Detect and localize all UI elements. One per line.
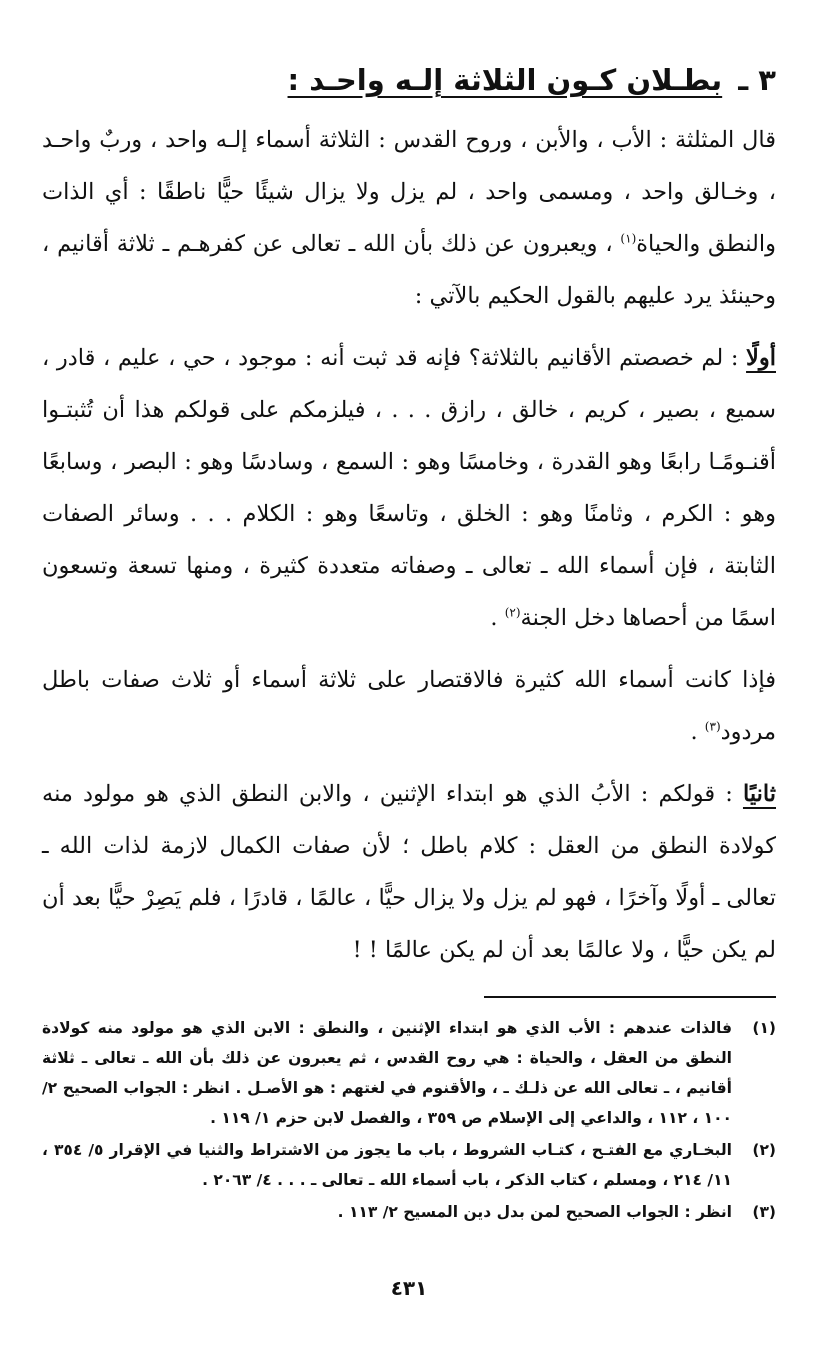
footnote-item — [42, 1135, 776, 1195]
footnote-marker[interactable]: (٣) — [704, 719, 721, 734]
footnote-number: (٢) — [752, 1141, 776, 1159]
footnote-item — [42, 1013, 776, 1133]
paragraph-lead: أولًا — [746, 345, 776, 371]
paragraph-text: : لم خصصتم الأقانيم بالثلاثة؟ فإنه قد ثبت أنه : موجود ، حي ، عليم ، قادر ، سميع ، بصير ، كريم ، خالق ، رازق . . . ، فيلزمكم على قولكم هذا أن تُثبتـوا أقنـومًـا رابعًا وهو القدرة ، وخامسًا وهو : السمع ، وسادسًا وهو : البصر ، وسابعًا وهو : الكرم ، وثامنًا وهو : الخلق ، وتاسعًا وهو : الكلام . . . وسائر الصفات الثابتة ، فإن أسماء الله ـ تعالى ـ وصفاته متعددة كثيرة ، ومنها تسعة وتسعون اسمًا من أحصاها دخل الجنة — [42, 345, 776, 631]
paragraph-text: ، ويعبرون عن ذلك بأن الله ـ تعالى عن كفرهـم ـ ثلاثة أقانيم ، وحينئذ يرد عليهم بالقول الحكيم بالآتي : — [42, 231, 776, 309]
footnote-divider — [484, 996, 776, 998]
page-number: ٤٣١ — [390, 1276, 428, 1300]
paragraph-text: فإذا كانت أسماء الله كثيرة فالاقتصار على ثلاثة أسماء أو ثلاث صفات باطل مردود — [42, 667, 776, 745]
paragraph-text: قال المثلثة : الأب ، والأبن ، وروح القدس : الثلاثة أسماء إلـه واحد ، وربٌ واحـد ، وخـالق واحد ، ومسمى واحد ، لم يزل ولا يزال شيئًا حيًّا ناطقًا : أي الذات والنطق والحياة — [42, 127, 776, 257]
footnote-marker[interactable]: (١) — [620, 231, 637, 246]
paragraph-conclusion — [42, 654, 776, 758]
footnote-number: (٣) — [752, 1203, 776, 1221]
footnote-number: (١) — [752, 1019, 776, 1037]
footnotes — [42, 1013, 776, 1229]
paragraph-text: . — [490, 605, 505, 631]
section-number: ٣ ـ — [738, 63, 776, 97]
paragraph-intro — [42, 114, 776, 322]
paragraph-text: . — [690, 719, 705, 745]
book-page — [42, 58, 776, 1318]
paragraph-first-point — [42, 332, 776, 644]
footnote-marker[interactable]: (٢) — [504, 605, 521, 620]
paragraph-text: : قولكم : الأبُ الذي هو ابتداء الإثنين ، والابن النطق الذي هو مولود منه كولادة النطق من العقل : كلام باطل ؛ لأن صفات الكمال لازمة لذات الله ـ تعالى ـ أولًا وآخرًا ، فهو لم يزل ولا يزال حيًّا ، عالمًا ، قادرًا ، فلم يَصِرْ حيًّا بعد أن لم يكن حيًّا ، ولا عالمًا بعد أن لم يكن عالمًا ! ! — [42, 781, 776, 963]
paragraph-second-point — [42, 768, 776, 976]
paragraph-lead: ثانيًا — [742, 781, 776, 807]
footnote-text: البخـاري مع الفتـح ، كتـاب الشروط ، باب ما يجوز من الاشتراط والثنيا في الإقرار ٥/ ٣٥٤ ، ١١/ ٢١٤ ، ومسلم ، كتاب الذكر ، باب أسماء الله ـ تعالى ـ . . . ٤/ ٢٠٦٣ . — [42, 1141, 732, 1189]
footnote-text: فالذات عندهم : الأب الذي هو ابتداء الإثنين ، والنطق : الابن الذي هو مولود منه كولادة النطق من العقل ، والحياة : هي روح القدس ، ثم يعبرون عن ذلك بأن الله ـ تعالى ـ ثلاثة أقانيم ، ـ تعالى الله عن ذلـك ـ ، والأقنوم في لغتهم : هو الأصـل . انظر : الجواب الصحيح ٢/ ١٠٠ ، ١١٢ ، والداعي إلى الإسلام ص ٣٥٩ ، والفصل لابن حزم ١/ ١١٩ . — [42, 1019, 732, 1127]
footnote-item — [42, 1197, 776, 1227]
section-title: بطـلان كـون الثلاثة إلـه واحـد : — [287, 63, 723, 97]
section-heading — [42, 58, 776, 102]
footnote-text: انظر : الجواب الصحيح لمن بدل دين المسيح ٢/ ١١٣ . — [337, 1203, 732, 1221]
